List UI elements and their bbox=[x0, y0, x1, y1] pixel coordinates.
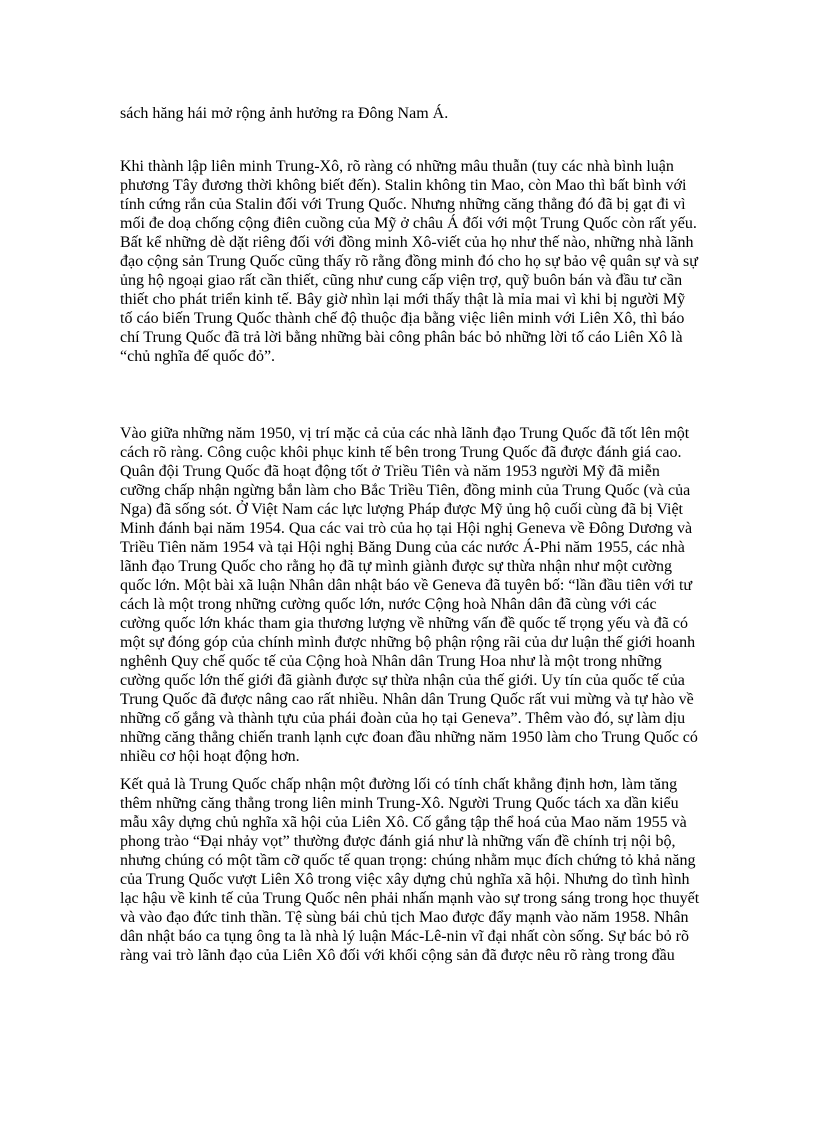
paragraph-sino-soviet-alliance: Khi thành lập liên minh Trung-Xô, rõ ràng có những mâu thuẫn (tuy các nhà bình luận phương Tây đương thời không biết đến). Stalin không tin Mao, còn Mao thì bất bình với tính cứng rắn của Stalin đối với Trung Quốc. Nhưng những căng thẳng đó đã bị gạt đi vì mối đe doạ chống cộng điên cuồng của Mỹ ở châu Á đối với một Trung Quốc còn rất yếu. Bất kể những dè dặt riêng đối với đồng minh Xô-viết của họ như thế nào, những nhà lãnh đạo cộng sản Trung Quốc cũng thấy rõ rằng đồng minh đó cho họ sự bảo vệ quân sự và sự ủng hộ ngoại giao rất cần thiết, cũng như cung cấp viện trợ, quỹ buôn bán và đầu tư cần thiết cho phát triển kinh tế. Bây giờ nhìn lại mới thấy thật là mỉa mai vì khi bị người Mỹ tố cáo biến Trung Quốc thành chế độ thuộc địa bằng việc liên minh với Liên Xô, thì báo chí Trung Quốc đã trả lời bằng những bài công phân bác bỏ những lời tố cáo Liên Xô là “chủ nghĩa đế quốc đỏ”. bbox=[120, 158, 698, 365]
paragraph-mid-1950s: Vào giữa những năm 1950, vị trí mặc cả của các nhà lãnh đạo Trung Quốc đã tốt lên một cách rõ ràng. Công cuộc khôi phục kinh tế bên trong Trung Quốc đã được đánh giá cao. Quân đội Trung Quốc đã hoạt động tốt ở Triều Tiên và năm 1953 người Mỹ đã miễn cưỡng chấp nhận ngừng bắn làm cho Bắc Triều Tiên, đồng minh của Trung Quốc (và của Nga) đã sống sót. Ở Việt Nam các lực lượng Pháp được Mỹ ủng hộ cuối cùng đã bị Việt Minh đánh bại năm 1954. Qua các vai trò của họ tại Hội nghị Geneva về Đông Dương và Triều Tiên năm 1954 và tại Hội nghị Băng Dung của các nước Á-Phi năm 1955, các nhà lãnh đạo Trung Quốc cho rằng họ đã tự mình giành được sự thừa nhận như một cường quốc lớn. Một bài xã luận Nhân dân nhật báo về Geneva đã tuyên bố: “lần đầu tiên với tư cách là một trong những cường quốc lớn, nước Cộng hoà Nhân dân đã cùng với các cường quốc lớn khác tham gia thương lượng về những vấn đề quốc tế trọng yếu và đã có một sự đóng góp của chính mình được những bộ phận rộng rãi của dư luận thế giới hoanh nghênh Quy chế quốc tế của Cộng hoà Nhân dân Trung Hoa như là một trong những cường quốc lớn thế giới đã giành được sự thừa nhận của thế giới. Uy tín của quốc tế của Trung Quốc đã được nâng cao rất nhiều. Nhân dân Trung Quốc rất vui mừng và tự hào về những cố gắng và thành tựu của phái đoàn của họ tại Geneva”. Thêm vào đó, sự làm dịu những căng thẳng chiến tranh lạnh cực đoan đầu những năm 1950 làm cho Trung Quốc có nhiều cơ hội hoạt động hơn. bbox=[120, 425, 698, 765]
paragraph-continuation: sách hăng hái mở rộng ảnh hưởng ra Đông Nam Á. bbox=[120, 105, 449, 122]
paragraph-assertive-line: Kết quả là Trung Quốc chấp nhận một đường lối có tính chất khẳng định hơn, làm tăng thêm những căng thẳng trong liên minh Trung-Xô. Người Trung Quốc tách xa dần kiểu mẫu xây dựng chủ nghĩa xã hội của Liên Xô. Cố gắng tập thể hoá của Mao năm 1955 và phong trào “Đại nhảy vọt” thường được đánh giá như là những vấn đề chính trị nội bộ, nhưng chúng có một tầm cỡ quốc tế quan trọng: chúng nhằm mục đích chứng tỏ khả năng của Trung Quốc vượt Liên Xô trong việc xây dựng chủ nghĩa xã hội. Nhưng do tình hình lạc hậu về kinh tế của Trung Quốc nên phải nhấn mạnh vào sự trong sáng trong học thuyết và vào đạo đức tinh thần. Tệ sùng bái chủ tịch Mao được đẩy mạnh vào năm 1958. Nhân dân nhật báo ca tụng ông ta là nhà lý luận Mác-Lê-nin vĩ đại nhất còn sống. Sự bác bỏ rõ ràng vai trò lãnh đạo của Liên Xô đối với khối cộng sản đã được nêu rõ ràng trong đầu bbox=[120, 776, 700, 964]
